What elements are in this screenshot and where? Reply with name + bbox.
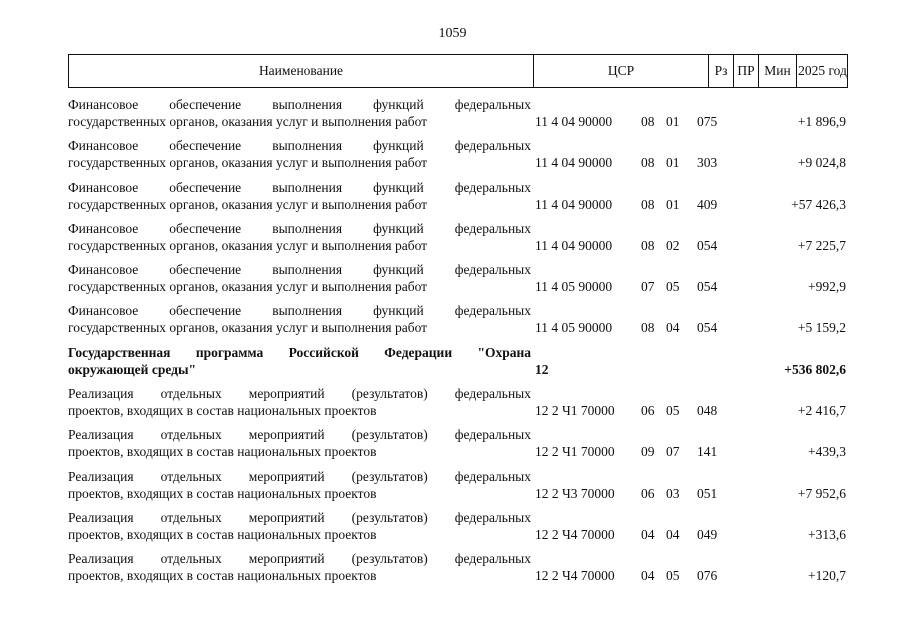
row-pr: 03 <box>666 485 680 501</box>
table-row <box>0 509 905 550</box>
row-name-line2: государственных органов, оказания услуг и выполнения работ <box>68 237 428 253</box>
row-name <box>68 509 531 543</box>
row-name-line1: Реализация отдельных мероприятий (результатов) федеральных <box>68 551 531 567</box>
row-pr: 02 <box>666 237 680 253</box>
table-body <box>0 96 905 592</box>
row-amount: +439,3 <box>808 444 846 460</box>
row-name-line2: окружающей среды" <box>68 361 197 377</box>
row-amount: +7 952,6 <box>797 485 846 501</box>
row-csr: 12 2 Ч4 70000 <box>535 526 615 542</box>
table-row <box>0 385 905 426</box>
row-pr: 07 <box>666 444 680 460</box>
table-row <box>0 137 905 178</box>
row-name-line2: государственных органов, оказания услуг и выполнения работ <box>68 196 428 212</box>
row-amount: +9 024,8 <box>797 155 846 171</box>
row-name <box>68 550 531 584</box>
row-pr: 05 <box>666 279 680 295</box>
row-name-line1: Государственная программа Российской Федерации "Охрана <box>68 344 531 360</box>
row-name-line1: Реализация отдельных мероприятий (результатов) федеральных <box>68 386 531 402</box>
table-row <box>0 220 905 261</box>
row-name <box>68 179 531 213</box>
row-min: 076 <box>697 568 718 584</box>
row-min: 141 <box>697 444 718 460</box>
table-row <box>0 302 905 343</box>
row-name-line1: Финансовое обеспечение выполнения функций федеральных <box>68 303 531 319</box>
column-header-pr: ПР <box>734 55 759 87</box>
row-pr: 01 <box>666 155 680 171</box>
table-row <box>0 426 905 467</box>
row-amount: +7 225,7 <box>797 237 846 253</box>
column-header-year: 2025 год <box>798 63 847 78</box>
row-min <box>697 361 727 378</box>
row-csr: 11 4 04 90000 <box>535 237 613 253</box>
row-min: 049 <box>697 526 718 542</box>
page-number: 1059 <box>438 26 467 41</box>
row-min: 303 <box>697 155 718 171</box>
row-rz: 08 <box>641 320 655 336</box>
row-amount: +2 416,7 <box>797 403 846 419</box>
row-min: 054 <box>697 320 718 336</box>
row-rz: 08 <box>641 114 655 129</box>
row-rz: 08 <box>641 237 655 253</box>
row-amount: +313,6 <box>808 526 846 542</box>
row-name-line2: проектов, входящих в состав национальных проектов <box>68 526 377 542</box>
row-name-line2: проектов, входящих в состав национальных проектов <box>68 568 377 584</box>
row-name-line1: Реализация отдельных мероприятий (результатов) федеральных <box>68 509 531 525</box>
row-rz: 07 <box>641 279 655 295</box>
table-row <box>0 261 905 302</box>
row-name <box>68 344 531 378</box>
row-name-line2: проектов, входящих в состав национальных проектов <box>68 485 377 501</box>
row-pr: 05 <box>666 568 680 584</box>
row-name <box>68 137 531 171</box>
row-pr <box>666 361 686 378</box>
row-name-line1: Финансовое обеспечение выполнения функций федеральных <box>68 262 531 278</box>
row-rz: 09 <box>641 444 655 460</box>
row-min: 075 <box>697 114 718 129</box>
row-name <box>68 261 531 295</box>
row-amount: +5 159,2 <box>797 320 846 336</box>
row-rz: 04 <box>641 526 655 542</box>
column-header-rz: Рз <box>709 55 734 87</box>
row-pr: 04 <box>666 526 680 542</box>
column-header-csr: ЦСР <box>534 55 709 87</box>
row-pr: 04 <box>666 320 680 336</box>
table-row <box>0 550 905 591</box>
row-csr: 12 2 Ч3 70000 <box>535 485 615 501</box>
row-csr: 11 4 04 90000 <box>535 155 613 171</box>
column-header-min: Мин <box>759 55 797 87</box>
row-amount: +57 426,3 <box>791 196 846 212</box>
row-name <box>68 426 531 460</box>
row-name <box>68 468 531 502</box>
row-amount: +992,9 <box>808 279 846 295</box>
row-name-line1: Финансовое обеспечение выполнения функций федеральных <box>68 97 531 112</box>
row-name-line2: проектов, входящих в состав национальных проектов <box>68 403 377 419</box>
row-csr: 12 2 Ч4 70000 <box>535 568 615 584</box>
row-min: 048 <box>697 403 718 419</box>
row-rz: 08 <box>641 155 655 171</box>
row-name-line1: Реализация отдельных мероприятий (результатов) федеральных <box>68 427 531 443</box>
row-amount: +536 802,6 <box>784 361 846 377</box>
row-csr: 11 4 04 90000 <box>535 114 613 129</box>
row-csr: 12 2 Ч1 70000 <box>535 403 615 419</box>
row-name-line2: государственных органов, оказания услуг и выполнения работ <box>68 320 428 336</box>
row-rz <box>641 361 661 378</box>
row-name-line2: государственных органов, оказания услуг и выполнения работ <box>68 155 428 171</box>
row-min: 051 <box>697 485 718 501</box>
row-amount: +1 896,9 <box>797 114 846 129</box>
row-amount: +120,7 <box>808 568 846 584</box>
row-rz: 08 <box>641 196 655 212</box>
row-name-line1: Финансовое обеспечение выполнения функций федеральных <box>68 138 531 154</box>
row-rz: 06 <box>641 485 655 501</box>
row-pr: 05 <box>666 403 680 419</box>
row-pr: 01 <box>666 114 680 129</box>
table-row <box>0 96 905 137</box>
row-rz: 04 <box>641 568 655 584</box>
row-name <box>68 385 531 419</box>
row-name <box>68 220 531 254</box>
row-name-line2: государственных органов, оказания услуг и выполнения работ <box>68 114 428 129</box>
table-row-program <box>0 344 905 385</box>
row-name-line1: Реализация отдельных мероприятий (результатов) федеральных <box>68 468 531 484</box>
column-header-name: Наименование <box>69 55 534 87</box>
row-name-line2: государственных органов, оказания услуг и выполнения работ <box>68 279 428 295</box>
table-row <box>0 179 905 220</box>
row-min: 409 <box>697 196 718 212</box>
row-name <box>68 96 531 130</box>
row-name-line1: Финансовое обеспечение выполнения функций федеральных <box>68 220 531 236</box>
row-name-line1: Финансовое обеспечение выполнения функций федеральных <box>68 179 531 195</box>
row-min: 054 <box>697 237 718 253</box>
table-header <box>68 54 848 88</box>
row-csr: 12 2 Ч1 70000 <box>535 444 615 460</box>
row-csr: 11 4 05 90000 <box>535 279 613 295</box>
row-pr: 01 <box>666 196 680 212</box>
row-rz: 06 <box>641 403 655 419</box>
row-name-line2: проектов, входящих в состав национальных проектов <box>68 444 377 460</box>
row-csr: 11 4 05 90000 <box>535 320 613 336</box>
table-row <box>0 468 905 509</box>
row-name <box>68 302 531 336</box>
row-csr: 11 4 04 90000 <box>535 196 613 212</box>
row-csr: 12 <box>535 361 549 377</box>
row-min: 054 <box>697 279 718 295</box>
